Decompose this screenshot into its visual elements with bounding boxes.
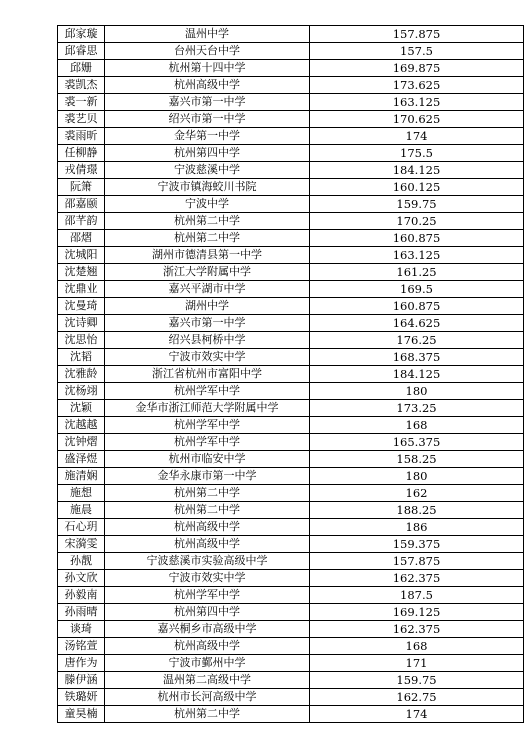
score-cell: 174	[310, 128, 524, 145]
table-row	[58, 570, 524, 587]
score-cell: 161.25	[310, 264, 524, 281]
student-name-cell: 裘凯杰	[58, 77, 105, 94]
table-row	[58, 519, 524, 536]
score-cell: 184.125	[310, 162, 524, 179]
score-cell: 159.375	[310, 536, 524, 553]
student-name-cell: 戎倩璟	[58, 162, 105, 179]
school-cell: 杭州第二中学	[105, 230, 310, 247]
school-cell: 湖州市德清县第一中学	[105, 247, 310, 264]
school-cell: 杭州市临安中学	[105, 451, 310, 468]
table-row	[58, 196, 524, 213]
school-cell: 湖州中学	[105, 298, 310, 315]
school-cell: 宁波慈溪中学	[105, 162, 310, 179]
score-cell: 164.625	[310, 315, 524, 332]
score-table-container	[57, 25, 524, 723]
table-row	[58, 179, 524, 196]
table-row	[58, 468, 524, 485]
table-row	[58, 213, 524, 230]
school-cell: 温州中学	[105, 26, 310, 43]
score-cell: 168.375	[310, 349, 524, 366]
score-cell: 159.75	[310, 196, 524, 213]
school-cell: 温州第二高级中学	[105, 672, 310, 689]
score-cell: 170.625	[310, 111, 524, 128]
school-cell: 杭州学军中学	[105, 417, 310, 434]
student-name-cell: 孙靓	[58, 553, 105, 570]
table-row	[58, 417, 524, 434]
student-name-cell: 铁璐妍	[58, 689, 105, 706]
score-table-body	[58, 26, 524, 723]
score-cell: 169.125	[310, 604, 524, 621]
table-row	[58, 26, 524, 43]
table-row	[58, 43, 524, 60]
score-cell: 163.125	[310, 94, 524, 111]
table-row	[58, 638, 524, 655]
score-cell: 169.875	[310, 60, 524, 77]
table-row	[58, 485, 524, 502]
score-cell: 175.5	[310, 145, 524, 162]
school-cell: 金华第一中学	[105, 128, 310, 145]
table-row	[58, 451, 524, 468]
school-cell: 杭州第四中学	[105, 604, 310, 621]
student-name-cell: 谈琦	[58, 621, 105, 638]
student-name-cell: 邵芊韵	[58, 213, 105, 230]
student-name-cell: 沈雅龄	[58, 366, 105, 383]
school-cell: 嘉兴平湖市中学	[105, 281, 310, 298]
school-cell: 杭州第二中学	[105, 485, 310, 502]
table-row	[58, 60, 524, 77]
school-cell: 台州天台中学	[105, 43, 310, 60]
table-row	[58, 247, 524, 264]
school-cell: 杭州第四中学	[105, 145, 310, 162]
student-name-cell: 施清娴	[58, 468, 105, 485]
table-row	[58, 332, 524, 349]
table-row	[58, 689, 524, 706]
score-cell: 171	[310, 655, 524, 672]
score-cell: 159.75	[310, 672, 524, 689]
school-cell: 杭州第二中学	[105, 502, 310, 519]
table-row	[58, 349, 524, 366]
school-cell: 嘉兴桐乡市高级中学	[105, 621, 310, 638]
score-cell: 169.5	[310, 281, 524, 298]
school-cell: 绍兴市第一中学	[105, 111, 310, 128]
student-name-cell: 沈诗卿	[58, 315, 105, 332]
student-name-cell: 唐作为	[58, 655, 105, 672]
score-cell: 180	[310, 383, 524, 400]
score-cell: 162.75	[310, 689, 524, 706]
school-cell: 浙江省杭州市富阳中学	[105, 366, 310, 383]
table-row	[58, 502, 524, 519]
student-name-cell: 裘一新	[58, 94, 105, 111]
table-row	[58, 553, 524, 570]
score-cell: 160.125	[310, 179, 524, 196]
student-name-cell: 沈钟熠	[58, 434, 105, 451]
school-cell: 绍兴县柯桥中学	[105, 332, 310, 349]
score-cell: 157.5	[310, 43, 524, 60]
student-name-cell: 孙雨晴	[58, 604, 105, 621]
table-row	[58, 94, 524, 111]
score-cell: 174	[310, 706, 524, 723]
score-cell: 173.25	[310, 400, 524, 417]
school-cell: 嘉兴市第一中学	[105, 94, 310, 111]
school-cell: 宁波市效实中学	[105, 570, 310, 587]
school-cell: 杭州市长河高级中学	[105, 689, 310, 706]
score-cell: 160.875	[310, 298, 524, 315]
school-cell: 浙江大学附属中学	[105, 264, 310, 281]
table-row	[58, 111, 524, 128]
student-name-cell: 石心玥	[58, 519, 105, 536]
student-name-cell: 邱家璇	[58, 26, 105, 43]
table-row	[58, 298, 524, 315]
table-row	[58, 672, 524, 689]
score-cell: 157.875	[310, 26, 524, 43]
student-name-cell: 邱睿思	[58, 43, 105, 60]
school-cell: 杭州学军中学	[105, 383, 310, 400]
school-cell: 杭州高级中学	[105, 536, 310, 553]
school-cell: 杭州第二中学	[105, 706, 310, 723]
score-table	[57, 25, 524, 723]
student-name-cell: 沈韬	[58, 349, 105, 366]
school-cell: 金华永康市第一中学	[105, 468, 310, 485]
student-name-cell: 宋漪雯	[58, 536, 105, 553]
student-name-cell: 滕伊涵	[58, 672, 105, 689]
score-cell: 187.5	[310, 587, 524, 604]
school-cell: 宁波慈溪市实验高级中学	[105, 553, 310, 570]
table-row	[58, 315, 524, 332]
score-cell: 160.875	[310, 230, 524, 247]
student-name-cell: 沈曼琦	[58, 298, 105, 315]
table-row	[58, 383, 524, 400]
table-row	[58, 145, 524, 162]
score-cell: 180	[310, 468, 524, 485]
table-row	[58, 400, 524, 417]
school-cell: 宁波市鄞州中学	[105, 655, 310, 672]
table-row	[58, 604, 524, 621]
table-row	[58, 366, 524, 383]
table-row	[58, 587, 524, 604]
student-name-cell: 童昊楠	[58, 706, 105, 723]
table-row	[58, 230, 524, 247]
score-cell: 168	[310, 417, 524, 434]
table-row	[58, 162, 524, 179]
score-cell: 170.25	[310, 213, 524, 230]
student-name-cell: 汤铭萱	[58, 638, 105, 655]
school-cell: 杭州学军中学	[105, 434, 310, 451]
school-cell: 宁波中学	[105, 196, 310, 213]
school-cell: 嘉兴市第一中学	[105, 315, 310, 332]
student-name-cell: 邵熠	[58, 230, 105, 247]
table-row	[58, 621, 524, 638]
score-cell: 162.375	[310, 621, 524, 638]
table-row	[58, 128, 524, 145]
school-cell: 宁波市效实中学	[105, 349, 310, 366]
school-cell: 金华市浙江师范大学附属中学	[105, 400, 310, 417]
student-name-cell: 沈城阳	[58, 247, 105, 264]
school-cell: 杭州高级中学	[105, 519, 310, 536]
score-cell: 168	[310, 638, 524, 655]
school-cell: 杭州高级中学	[105, 77, 310, 94]
student-name-cell: 沈越越	[58, 417, 105, 434]
table-row	[58, 77, 524, 94]
score-cell: 176.25	[310, 332, 524, 349]
score-cell: 165.375	[310, 434, 524, 451]
student-name-cell: 沈思怡	[58, 332, 105, 349]
student-name-cell: 沈颖	[58, 400, 105, 417]
student-name-cell: 裘艺贝	[58, 111, 105, 128]
student-name-cell: 裘雨昕	[58, 128, 105, 145]
student-name-cell: 邱姗	[58, 60, 105, 77]
score-cell: 163.125	[310, 247, 524, 264]
student-name-cell: 沈鼎业	[58, 281, 105, 298]
student-name-cell: 施晨	[58, 502, 105, 519]
school-cell: 杭州高级中学	[105, 638, 310, 655]
table-row	[58, 264, 524, 281]
school-cell: 宁波市镇海蛟川书院	[105, 179, 310, 196]
student-name-cell: 邵嘉颐	[58, 196, 105, 213]
table-row	[58, 434, 524, 451]
student-name-cell: 沈杨翊	[58, 383, 105, 400]
student-name-cell: 施想	[58, 485, 105, 502]
school-cell: 杭州学军中学	[105, 587, 310, 604]
student-name-cell: 沈楚翘	[58, 264, 105, 281]
school-cell: 杭州第十四中学	[105, 60, 310, 77]
table-row	[58, 706, 524, 723]
score-cell: 173.625	[310, 77, 524, 94]
school-cell: 杭州第二中学	[105, 213, 310, 230]
score-cell: 162	[310, 485, 524, 502]
score-cell: 158.25	[310, 451, 524, 468]
score-cell: 184.125	[310, 366, 524, 383]
score-cell: 157.875	[310, 553, 524, 570]
score-cell: 162.375	[310, 570, 524, 587]
score-cell: 188.25	[310, 502, 524, 519]
student-name-cell: 盛泽煜	[58, 451, 105, 468]
student-name-cell: 孙毅南	[58, 587, 105, 604]
table-row	[58, 655, 524, 672]
student-name-cell: 阮箫	[58, 179, 105, 196]
student-name-cell: 任柳静	[58, 145, 105, 162]
table-row	[58, 281, 524, 298]
student-name-cell: 孙文欣	[58, 570, 105, 587]
table-row	[58, 536, 524, 553]
score-cell: 186	[310, 519, 524, 536]
